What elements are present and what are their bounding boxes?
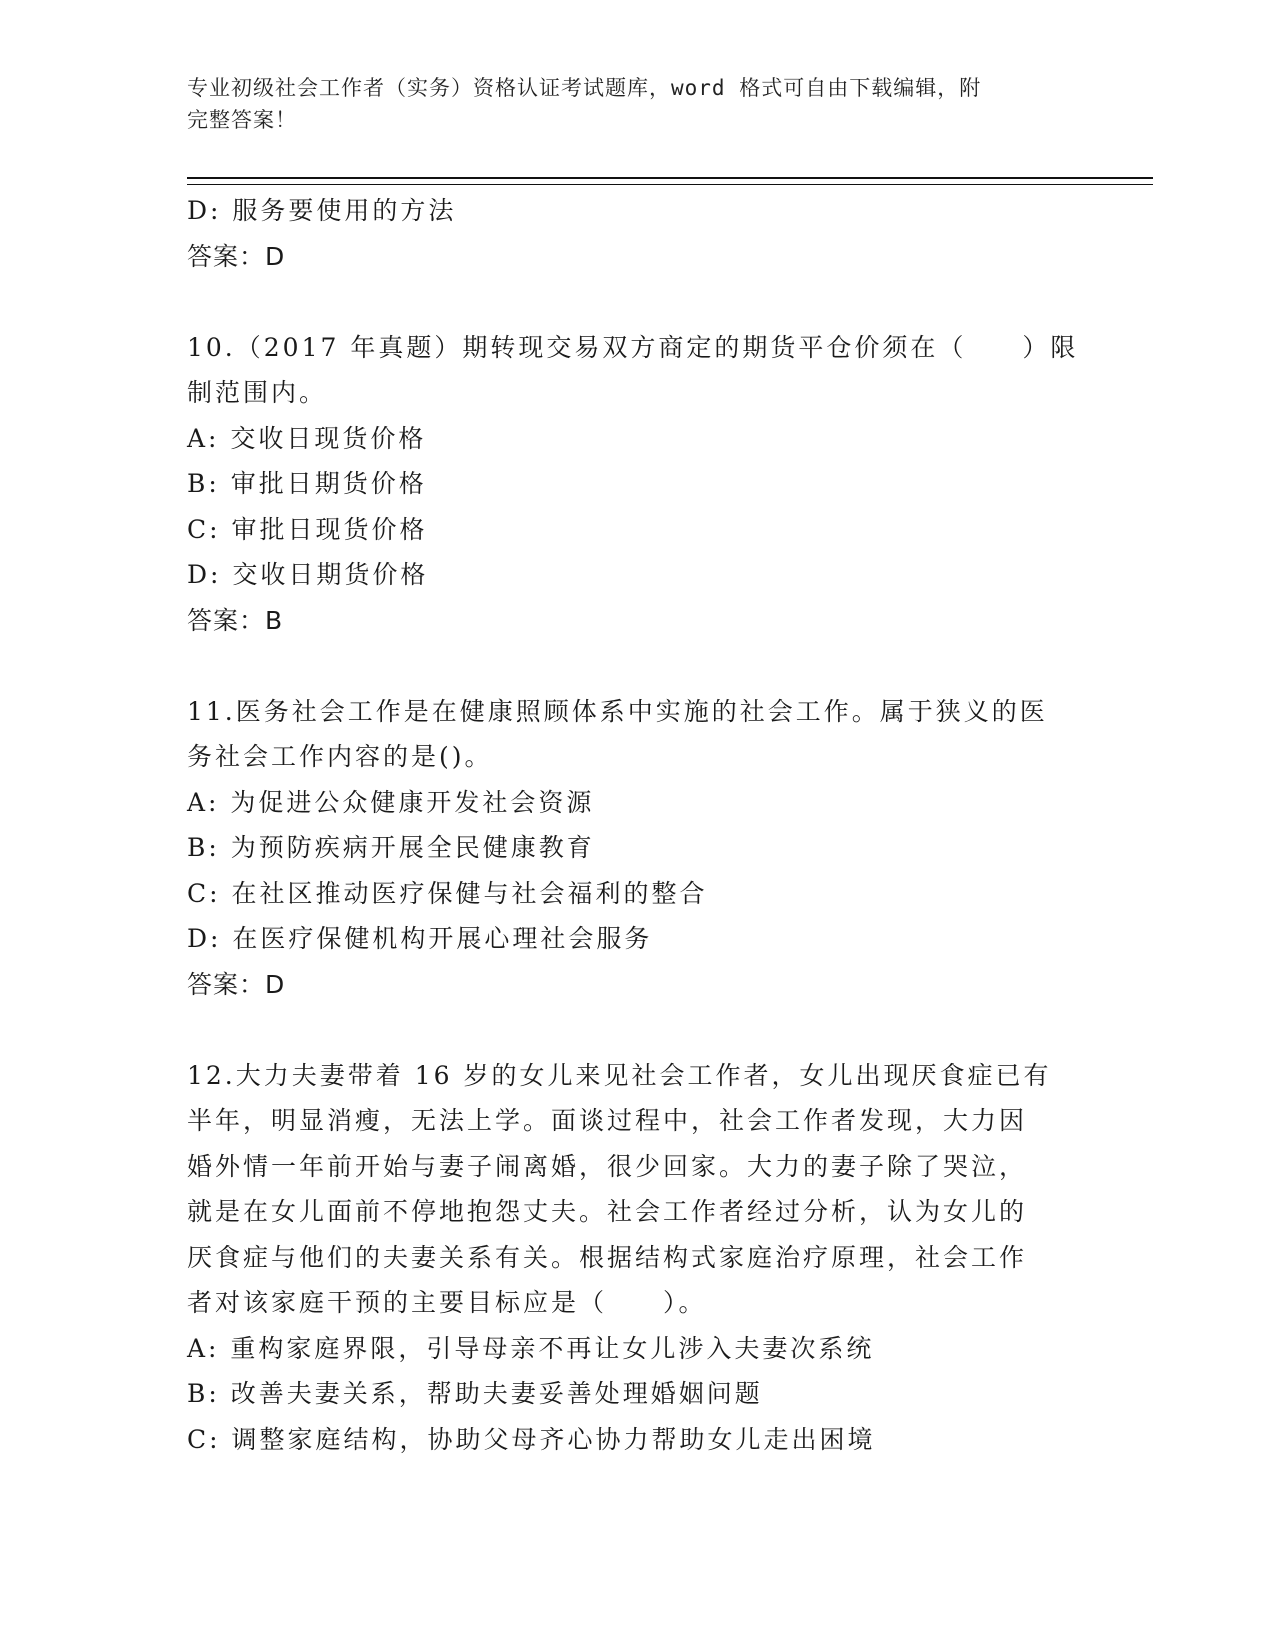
question-stem: 就是在女儿面前不停地抱怨丈夫。社会工作者经过分析，认为女儿的 — [187, 1197, 1028, 1226]
option-c: C: 调整家庭结构，协助父母齐心协力帮助女儿走出困境 — [187, 1424, 876, 1454]
header-divider-thick — [187, 177, 1153, 179]
question-11 — [187, 689, 1087, 1008]
question-stem: 11.医务社会工作是在健康照顾体系中实施的社会工作。属于狭义的医 — [187, 696, 1048, 726]
answer: 答案：D — [187, 969, 286, 999]
answer: 答案：B — [187, 605, 284, 635]
option-a: A: 交收日现货价格 — [187, 423, 427, 453]
spacer — [187, 1007, 1087, 1053]
header-line-1: 专业初级社会工作者（实务）资格认证考试题库，word 格式可自由下载编辑，附 — [187, 76, 982, 100]
header-divider-thin — [187, 184, 1153, 185]
question-stem: 制范围内。 — [187, 378, 328, 407]
question-list — [187, 188, 1087, 1462]
answer: 答案：D — [187, 241, 286, 271]
option-d: D: 交收日期货价格 — [187, 560, 429, 589]
option-a: A: 为促进公众健康开发社会资源 — [187, 787, 595, 817]
document-header — [187, 72, 1067, 136]
question-stem: 婚外情一年前开始与妻子闹离婚，很少回家。大力的妻子除了哭泣， — [187, 1151, 1028, 1181]
option-b: B: 审批日期货价格 — [187, 469, 427, 498]
question-stem: 务社会工作内容的是()。 — [187, 742, 493, 771]
option-c: C: 审批日现货价格 — [187, 514, 428, 544]
question-stem: 半年，明显消瘦，无法上学。面谈过程中，社会工作者发现，大力因 — [187, 1106, 1028, 1135]
question-stem: 10.（2017 年真题）期转现交易双方商定的期货平仓价须在（ ）限 — [187, 332, 1079, 362]
option-d: D: 服务要使用的方法 — [187, 196, 457, 225]
option-b: B: 为预防疾病开展全民健康教育 — [187, 833, 595, 862]
option-c: C: 在社区推动医疗保健与社会福利的整合 — [187, 878, 708, 908]
question-12 — [187, 1053, 1087, 1463]
option-a: A: 重构家庭界限，引导母亲不再让女儿涉入夫妻次系统 — [187, 1333, 875, 1363]
question-stem: 厌食症与他们的夫妻关系有关。根据结构式家庭治疗原理，社会工作 — [187, 1242, 1028, 1272]
option-d: D: 在医疗保健机构开展心理社会服务 — [187, 924, 653, 953]
question-10 — [187, 325, 1087, 644]
spacer — [187, 279, 1087, 325]
spacer — [187, 643, 1087, 689]
question-stem: 者对该家庭干预的主要目标应是（ ）。 — [187, 1288, 707, 1317]
question-stem: 12.大力夫妻带着 16 岁的女儿来见社会工作者，女儿出现厌食症已有 — [187, 1060, 1052, 1090]
header-line-2: 完整答案！ — [187, 108, 297, 132]
previous-question — [187, 188, 1087, 279]
option-b: B: 改善夫妻关系，帮助夫妻妥善处理婚姻问题 — [187, 1379, 763, 1408]
